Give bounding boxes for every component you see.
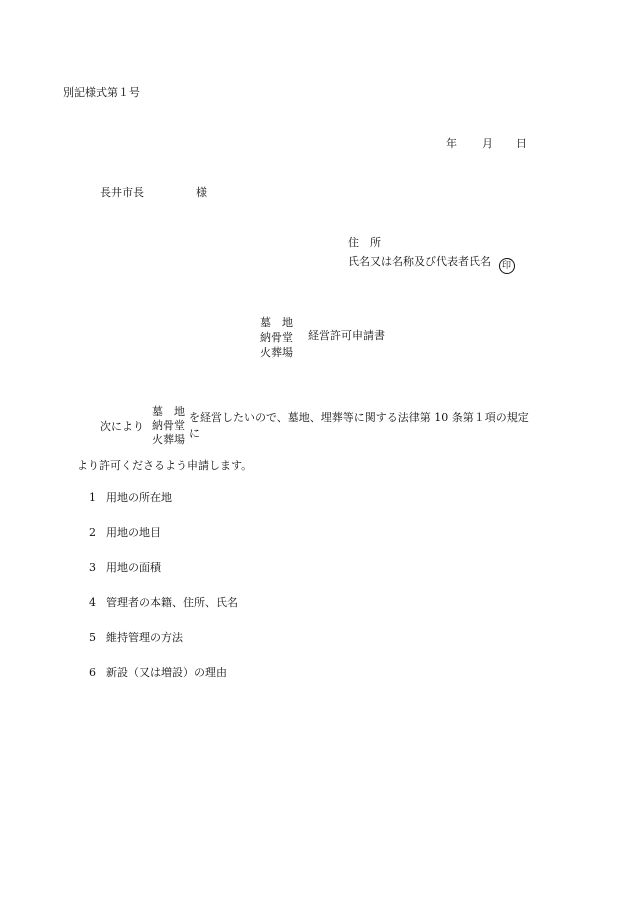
addressee-name: 長井市長 [100, 186, 144, 199]
item-label: 用地の面積 [106, 561, 161, 574]
applicant-name-label: 氏名又は名称及び代表者氏名 [348, 255, 491, 268]
body-option-bochi: 墓 地 [152, 405, 185, 418]
form-number: 別記様式第１号 [63, 86, 140, 99]
body-options [152, 405, 185, 447]
body-option-nokotsudo: 納骨堂 [152, 419, 185, 432]
item-label: 管理者の本籍、住所、氏名 [106, 596, 238, 609]
list-item [89, 667, 238, 702]
list-item [89, 562, 238, 597]
item-number: 1 [89, 491, 96, 504]
date-year-label: 年 [446, 137, 457, 150]
title-option-kasoba: 火葬場 [260, 346, 293, 359]
date-day-label: 日 [516, 137, 527, 150]
item-number: 6 [89, 666, 96, 679]
title-option-nokotsudo: 納骨堂 [260, 331, 293, 344]
title-option-bochi: 墓 地 [260, 316, 293, 329]
title-options [260, 315, 293, 360]
applicant-name-row [348, 256, 515, 274]
seal-icon: 印 [499, 258, 515, 274]
body-option-kasoba: 火葬場 [152, 433, 185, 446]
list-item [89, 597, 238, 632]
item-number: 2 [89, 526, 96, 539]
applicant-address-label: 住 所 [348, 236, 381, 249]
body-line2-text: より許可くださるよう申請します。 [77, 459, 253, 472]
item-label: 新設（又は増設）の理由 [106, 666, 227, 679]
addressee [100, 186, 207, 199]
item-number: 4 [89, 596, 96, 609]
item-number: 3 [89, 561, 96, 574]
attachment-item-list [89, 492, 238, 702]
item-label: 用地の地目 [106, 526, 161, 539]
list-item [89, 527, 238, 562]
date-month-label: 月 [482, 137, 493, 150]
body-prefix: 次により [100, 420, 144, 433]
list-item [89, 632, 238, 667]
document-title: 経営許可申請書 [308, 329, 385, 342]
item-number: 5 [89, 631, 96, 644]
body-line1-particle: に [189, 427, 200, 440]
body-line1-text: を経営したいので、墓地、埋葬等に関する法律第 10 条第１項の規定 [189, 411, 529, 424]
addressee-honorific: 様 [196, 186, 207, 199]
list-item [89, 492, 238, 527]
item-label: 用地の所在地 [106, 491, 172, 504]
item-label: 維持管理の方法 [106, 631, 183, 644]
